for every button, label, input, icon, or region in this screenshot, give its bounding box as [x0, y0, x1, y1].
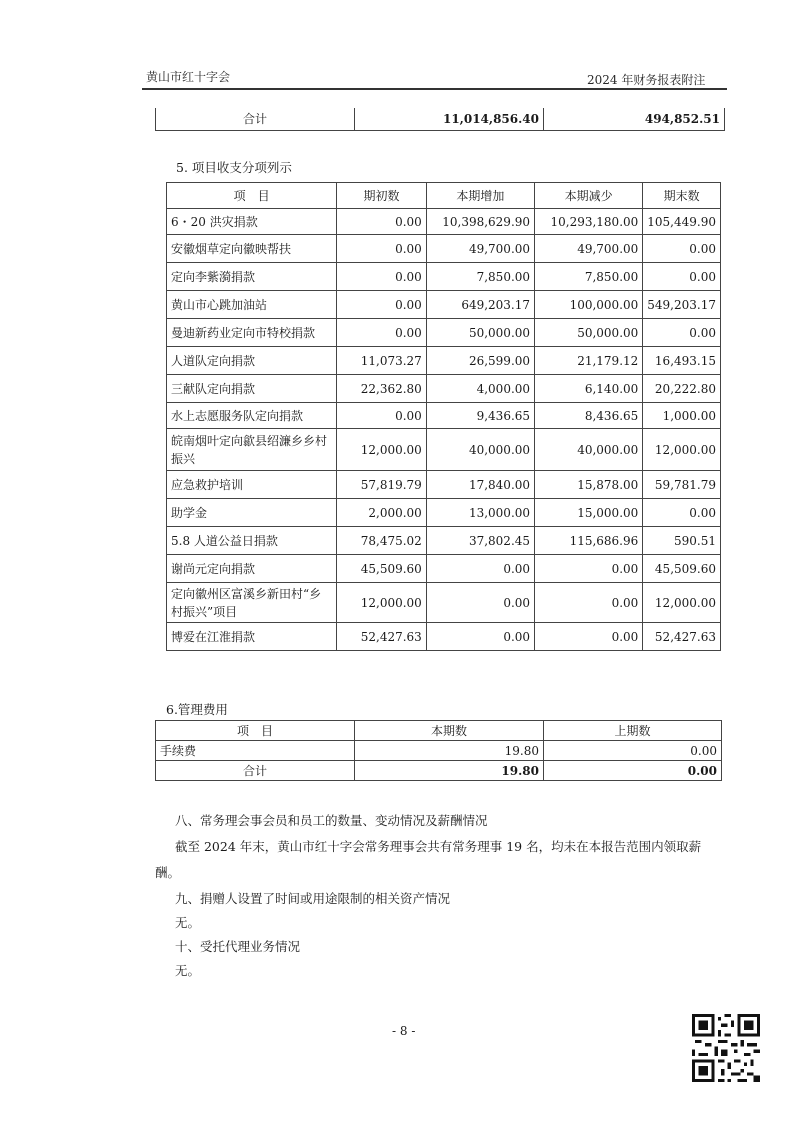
row-decrease: 8,436.65 — [535, 403, 643, 429]
section-9-heading: 九、捐赠人设置了时间或用途限制的相关资产情况 — [175, 891, 451, 906]
project-income-expense-table — [166, 182, 721, 651]
section-8-paragraph: 截至 2024 年末，黄山市红十字会常务理事会共有常务理事 19 名，均未在本报告范围内领取薪酬。 — [155, 839, 702, 880]
row-decrease: 15,878.00 — [535, 471, 643, 499]
top-total-label: 合计 — [156, 108, 355, 130]
total-previous: 0.00 — [544, 761, 722, 781]
col-header-current: 本期数 — [355, 721, 544, 741]
row-opening: 2,000.00 — [337, 499, 427, 527]
table-row — [167, 375, 721, 403]
row-increase: 26,599.00 — [426, 347, 534, 375]
row-opening: 45,509.60 — [337, 555, 427, 583]
table-row — [167, 499, 721, 527]
row-opening: 0.00 — [337, 209, 427, 235]
row-closing: 20,222.80 — [643, 375, 721, 403]
row-increase: 9,436.65 — [426, 403, 534, 429]
row-decrease: 10,293,180.00 — [535, 209, 643, 235]
top-total-table — [155, 108, 725, 131]
row-current: 19.80 — [355, 741, 544, 761]
row-item: 6・20 洪灾捐款 — [167, 209, 337, 235]
row-increase: 7,850.00 — [426, 263, 534, 291]
row-item: 定向徽州区富溪乡新田村“乡村振兴”项目 — [167, 583, 337, 623]
col-header-opening: 期初数 — [337, 183, 427, 209]
row-closing: 52,427.63 — [643, 623, 721, 651]
row-decrease: 100,000.00 — [535, 291, 643, 319]
table-row — [167, 527, 721, 555]
row-decrease: 0.00 — [535, 555, 643, 583]
row-opening: 12,000.00 — [337, 583, 427, 623]
row-closing: 0.00 — [643, 319, 721, 347]
row-increase: 37,802.45 — [426, 527, 534, 555]
page-number: - 8 - — [392, 1024, 416, 1038]
table-row — [156, 741, 722, 761]
row-opening: 57,819.79 — [337, 471, 427, 499]
row-increase: 0.00 — [426, 583, 534, 623]
row-item: 定向李紫漪捐款 — [167, 263, 337, 291]
table-header-row — [156, 721, 722, 741]
col-header-item: 项 目 — [167, 183, 337, 209]
row-opening: 0.00 — [337, 235, 427, 263]
row-increase: 0.00 — [426, 555, 534, 583]
row-increase: 10,398,629.90 — [426, 209, 534, 235]
row-increase: 50,000.00 — [426, 319, 534, 347]
header-rule — [142, 88, 727, 90]
row-opening: 11,073.27 — [337, 347, 427, 375]
row-item: 5.8 人道公益日捐款 — [167, 527, 337, 555]
row-decrease: 0.00 — [535, 583, 643, 623]
col-header-closing: 期末数 — [643, 183, 721, 209]
section-5-title: 5. 项目收支分项列示 — [176, 160, 292, 175]
total-row — [156, 761, 722, 781]
row-decrease: 50,000.00 — [535, 319, 643, 347]
section-10-paragraph: 无。 — [175, 963, 201, 978]
row-closing: 1,000.00 — [643, 403, 721, 429]
section-6-title: 6.管理费用 — [166, 702, 228, 717]
header-doc-title: 2024 年财务报表附注 — [587, 73, 706, 87]
qr-code-icon — [692, 1014, 760, 1082]
management-expense-table — [155, 720, 722, 781]
table-row — [167, 347, 721, 375]
row-decrease: 49,700.00 — [535, 235, 643, 263]
row-decrease: 40,000.00 — [535, 429, 643, 471]
row-item: 手续费 — [156, 741, 355, 761]
col-header-decrease: 本期减少 — [535, 183, 643, 209]
table-row — [167, 209, 721, 235]
table-row — [167, 471, 721, 499]
row-closing: 0.00 — [643, 499, 721, 527]
row-item: 谢尚元定向捐款 — [167, 555, 337, 583]
row-increase: 49,700.00 — [426, 235, 534, 263]
col-header-previous: 上期数 — [544, 721, 722, 741]
row-item: 人道队定向捐款 — [167, 347, 337, 375]
row-increase: 0.00 — [426, 623, 534, 651]
table-row — [167, 291, 721, 319]
row-closing: 549,203.17 — [643, 291, 721, 319]
row-decrease: 21,179.12 — [535, 347, 643, 375]
table-row — [167, 429, 721, 471]
row-item: 安徽烟草定向徽映帮扶 — [167, 235, 337, 263]
row-opening: 0.00 — [337, 291, 427, 319]
row-decrease: 115,686.96 — [535, 527, 643, 555]
row-increase: 17,840.00 — [426, 471, 534, 499]
section-9-paragraph: 无。 — [175, 915, 201, 930]
total-label: 合计 — [156, 761, 355, 781]
table-row — [167, 555, 721, 583]
row-item: 博爱在江淮捐款 — [167, 623, 337, 651]
row-opening: 0.00 — [337, 263, 427, 291]
header-org: 黄山市红十字会 — [146, 70, 231, 84]
row-closing: 590.51 — [643, 527, 721, 555]
total-current: 19.80 — [355, 761, 544, 781]
row-increase: 13,000.00 — [426, 499, 534, 527]
table-row — [167, 403, 721, 429]
row-decrease: 7,850.00 — [535, 263, 643, 291]
row-decrease: 15,000.00 — [535, 499, 643, 527]
row-opening: 12,000.00 — [337, 429, 427, 471]
row-item: 黄山市心跳加油站 — [167, 291, 337, 319]
row-previous: 0.00 — [544, 741, 722, 761]
row-increase: 4,000.00 — [426, 375, 534, 403]
row-item: 助学金 — [167, 499, 337, 527]
row-closing: 0.00 — [643, 235, 721, 263]
table-row — [167, 583, 721, 623]
table-row — [167, 235, 721, 263]
row-decrease: 0.00 — [535, 623, 643, 651]
table-row — [167, 263, 721, 291]
section-10-heading: 十、受托代理业务情况 — [175, 939, 301, 954]
row-item: 三献队定向捐款 — [167, 375, 337, 403]
top-total-value-2: 494,852.51 — [544, 108, 725, 130]
row-decrease: 6,140.00 — [535, 375, 643, 403]
col-header-increase: 本期增加 — [426, 183, 534, 209]
row-opening: 78,475.02 — [337, 527, 427, 555]
top-total-value-1: 11,014,856.40 — [355, 108, 544, 130]
row-opening: 0.00 — [337, 319, 427, 347]
table-row — [167, 319, 721, 347]
row-opening: 22,362.80 — [337, 375, 427, 403]
col-header-item: 项 目 — [156, 721, 355, 741]
row-closing: 12,000.00 — [643, 429, 721, 471]
section-8-heading: 八、常务理会事会员和员工的数量、变动情况及薪酬情况 — [175, 813, 488, 828]
row-closing: 45,509.60 — [643, 555, 721, 583]
row-item: 曼迪新药业定向市特校捐款 — [167, 319, 337, 347]
row-item: 应急救护培训 — [167, 471, 337, 499]
row-closing: 16,493.15 — [643, 347, 721, 375]
row-increase: 40,000.00 — [426, 429, 534, 471]
row-closing: 105,449.90 — [643, 209, 721, 235]
table-row — [167, 623, 721, 651]
row-item: 皖南烟叶定向歙县绍濂乡乡村振兴 — [167, 429, 337, 471]
row-increase: 649,203.17 — [426, 291, 534, 319]
row-opening: 0.00 — [337, 403, 427, 429]
row-closing: 59,781.79 — [643, 471, 721, 499]
row-item: 水上志愿服务队定向捐款 — [167, 403, 337, 429]
row-opening: 52,427.63 — [337, 623, 427, 651]
table-header-row — [167, 183, 721, 209]
row-closing: 12,000.00 — [643, 583, 721, 623]
row-closing: 0.00 — [643, 263, 721, 291]
